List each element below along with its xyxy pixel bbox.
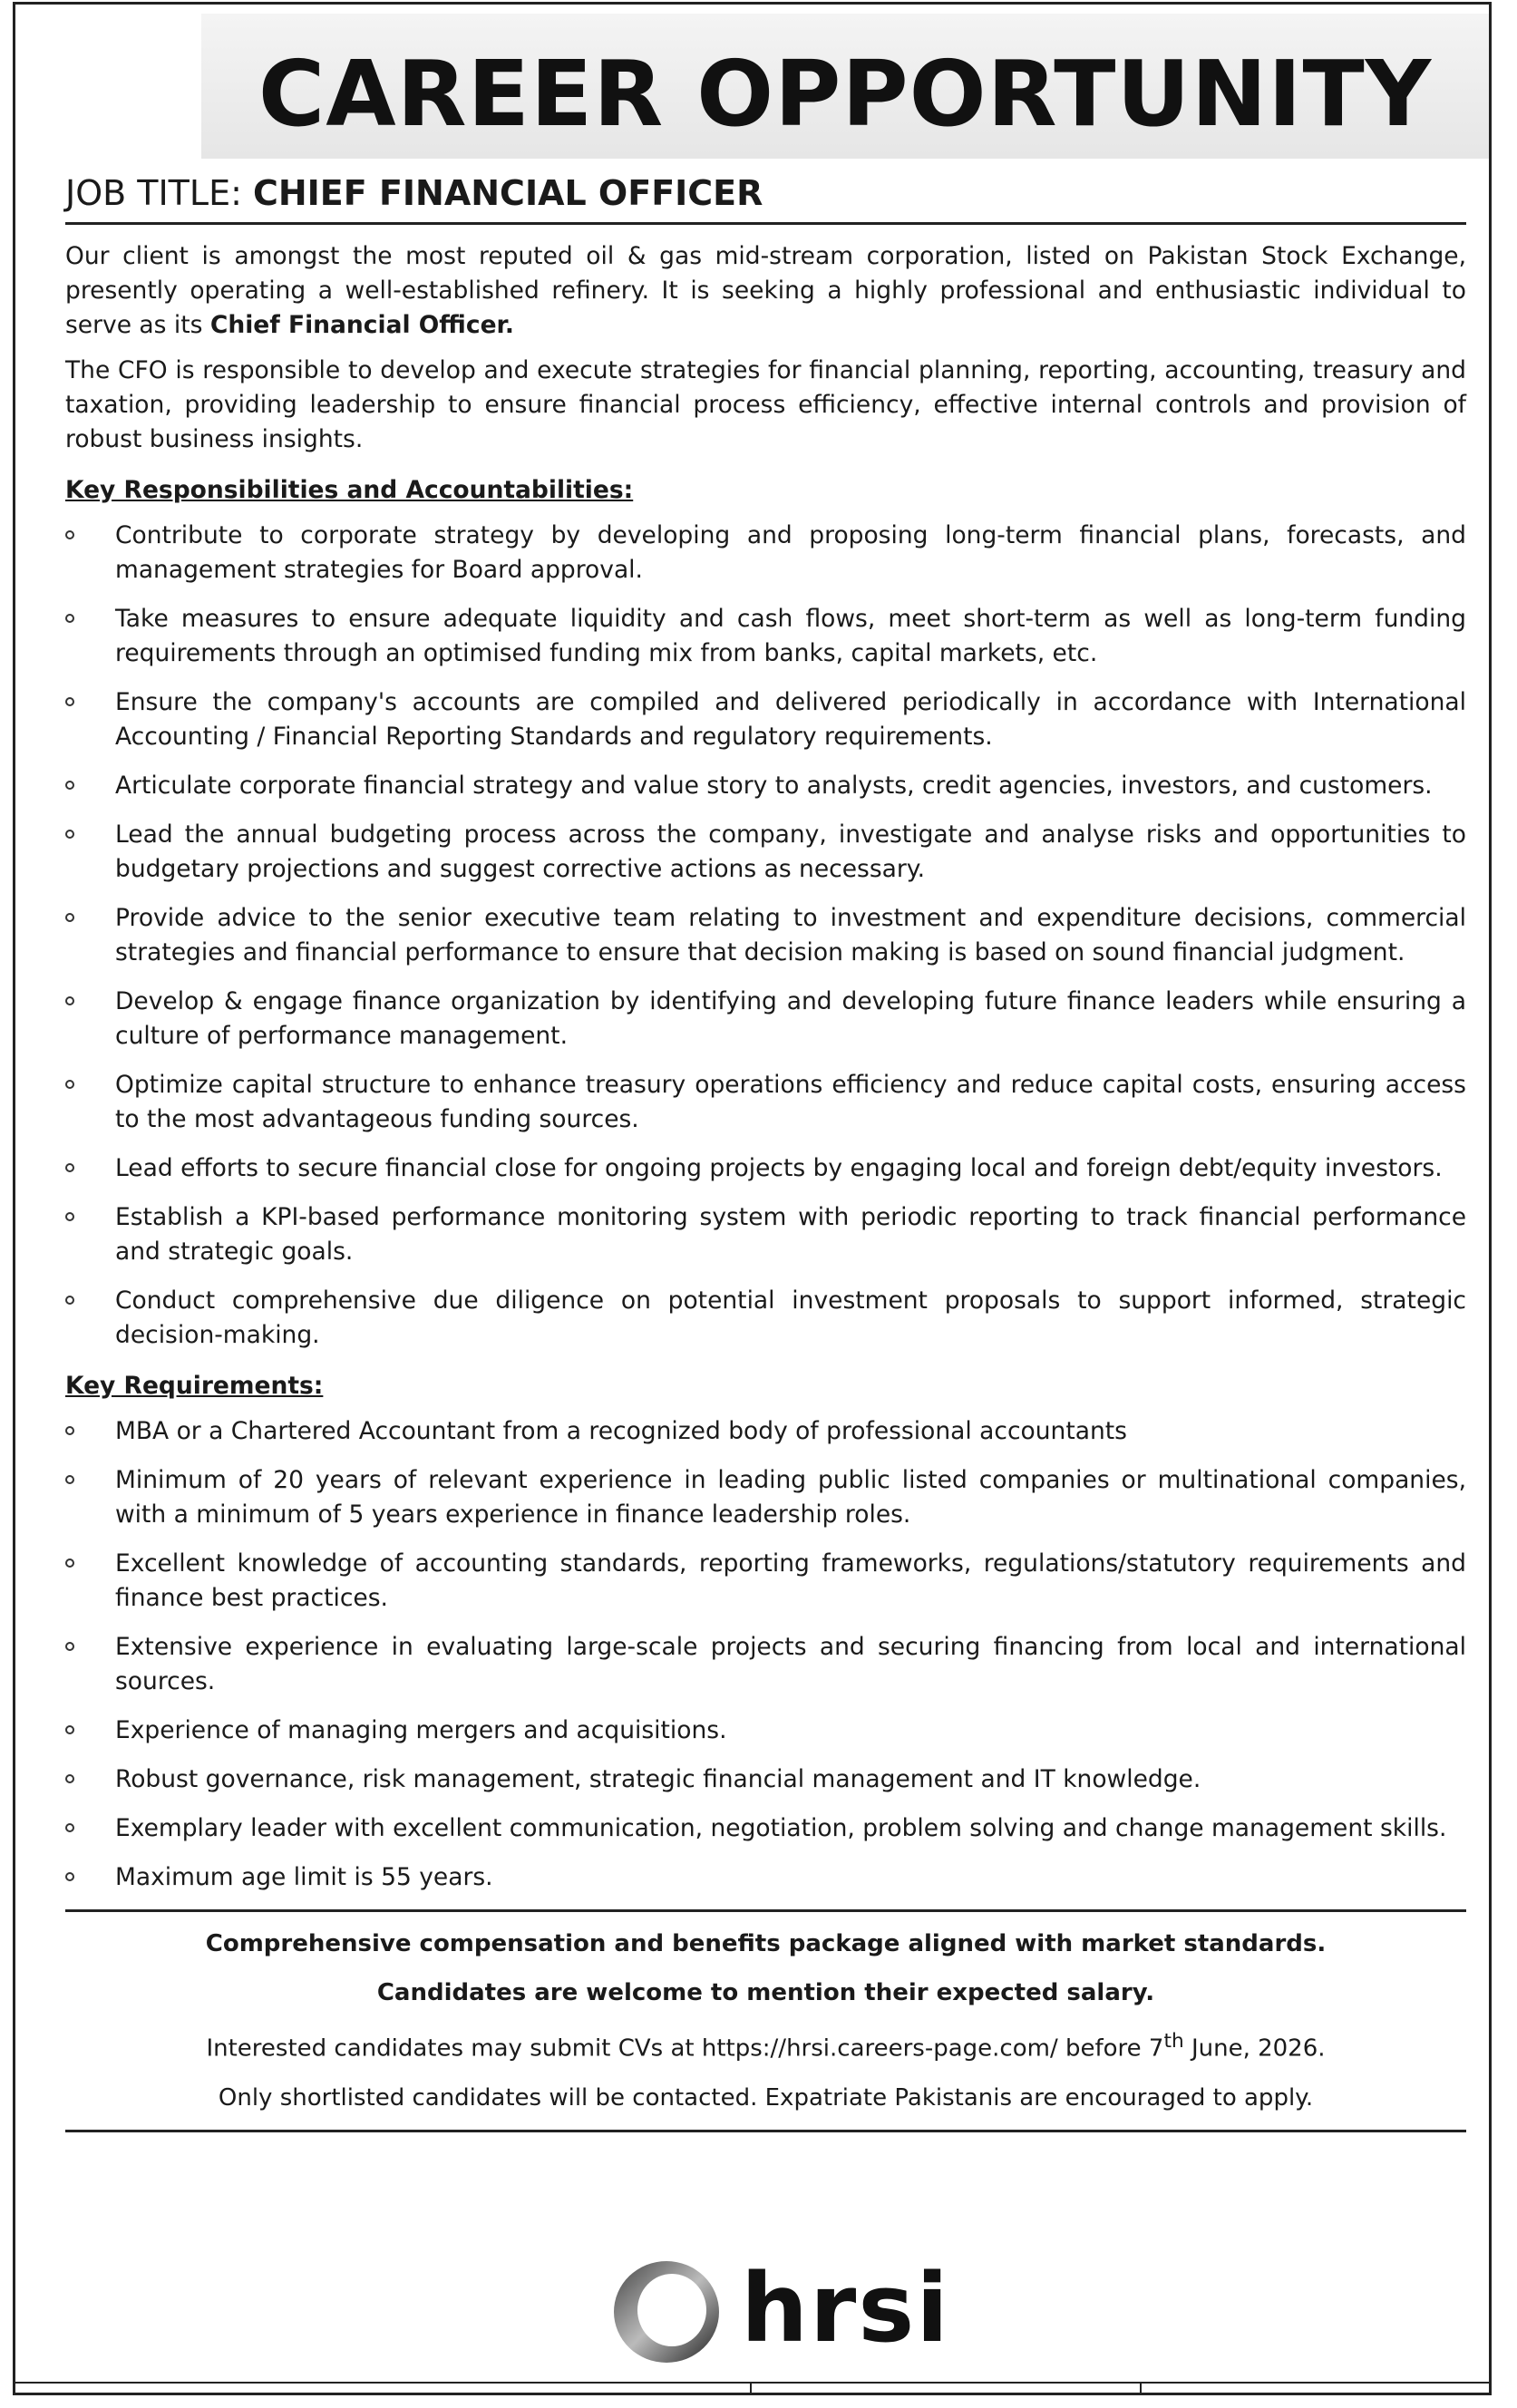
list-item-text: Robust governance, risk management, strategic financial management and IT knowledge. (115, 1765, 1201, 1793)
circle-bullet-icon (65, 614, 74, 623)
circle-bullet-icon (65, 697, 74, 706)
list-item-text: Take measures to ensure adequate liquidity and cash flows, meet short-term as well as long-term funding requirements through an optimised funding mix from banks, capital markets, etc. (115, 605, 1466, 667)
hrsi-logo (605, 2253, 949, 2371)
circle-bullet-icon (65, 530, 74, 539)
list-item (65, 985, 1466, 1054)
logo-text: hrsi (741, 2253, 950, 2364)
apply-deadline: June, 2026. (1183, 2034, 1326, 2063)
intro-paragraph-1 (65, 239, 1466, 343)
divider (65, 1909, 1466, 1912)
list-item (65, 1714, 1466, 1748)
list-item (65, 1463, 1466, 1532)
circle-bullet-icon (65, 1212, 74, 1221)
main-content (65, 173, 1466, 2147)
circle-bullet-icon (65, 1725, 74, 1734)
list-item-text: Minimum of 20 years of relevant experience in leading public listed companies or multinational companies, with a minimum of 5 years experience in finance leadership roles. (115, 1466, 1466, 1529)
circle-bullet-icon (65, 1558, 74, 1568)
circle-bullet-icon (65, 1774, 74, 1783)
circle-bullet-icon (65, 996, 74, 1005)
list-item (65, 602, 1466, 671)
list-item-text: Contribute to corporate strategy by developing and proposing long-term financial plans, forecasts, and management strategies for Board approval. (115, 521, 1466, 584)
list-item-text: Conduct comprehensive due diligence on potential investment proposals to support informed, strategic decision-making. (115, 1287, 1466, 1349)
intro-paragraph-2: The CFO is responsible to develop and execute strategies for financial planning, reporting, accounting, treasury and taxation, providing leadership to ensure financial process efficiency, effective internal controls and provision of robust business insights. (65, 356, 1466, 453)
circle-bullet-icon (65, 1475, 74, 1484)
list-item-text: Optimize capital structure to enhance treasury operations efficiency and reduce capital costs, ensuring access to the most advantageous funding sources. (115, 1071, 1466, 1133)
list-item-text: Establish a KPI-based performance monitoring system with periodic reporting to track financial performance and strategic goals. (115, 1203, 1466, 1266)
list-item-text: MBA or a Chartered Accountant from a recognized body of professional accountants (115, 1417, 1127, 1445)
list-item-text: Experience of managing mergers and acquisitions. (115, 1716, 727, 1744)
compensation-note: Comprehensive compensation and benefits package aligned with market standards. (205, 1930, 1327, 1957)
list-item (65, 1068, 1466, 1137)
circle-bullet-icon (65, 1426, 74, 1435)
intro-paragraph-1-role: Chief Financial Officer. (209, 311, 514, 339)
circle-bullet-icon (65, 781, 74, 790)
responsibilities-heading: Key Responsibilities and Accountabilities: (65, 476, 634, 504)
title-band (201, 14, 1489, 159)
list-item (65, 1547, 1466, 1616)
list-item-text: Provide advice to the senior executive team relating to investment and expenditure decisions, commercial strategies and financial performance to ensure that decision making is based on sound financial judgment. (115, 904, 1466, 966)
bottom-strip (15, 2382, 1489, 2393)
job-title-line (65, 173, 1466, 225)
list-item-text: Exemplary leader with excellent communication, negotiation, problem solving and change management skills. (115, 1814, 1447, 1842)
salary-note: Candidates are welcome to mention their expected salary. (376, 1979, 1155, 2006)
list-item (65, 1200, 1466, 1269)
circle-bullet-icon (65, 913, 74, 922)
list-item-text: Lead efforts to secure financial close for ongoing projects by engaging local and foreign debt/equity investors. (115, 1154, 1443, 1182)
date-superscript: th (1163, 2030, 1184, 2053)
requirements-list (65, 1414, 1466, 1895)
page-border (13, 2, 1492, 2395)
circle-bullet-icon (65, 1080, 74, 1089)
strip-divider (750, 2382, 752, 2393)
list-item-text: Lead the annual budgeting process across the company, investigate and analyse risks and opportunities to budgetary projections and suggest corrective actions as necessary. (115, 820, 1466, 883)
circle-bullet-icon (65, 1823, 74, 1832)
responsibilities-list (65, 519, 1466, 1353)
list-item (65, 685, 1466, 754)
strip-divider (1140, 2382, 1142, 2393)
job-title-value: CHIEF FINANCIAL OFFICER (252, 173, 763, 213)
ring-logo-icon (605, 2253, 732, 2371)
list-item (65, 1860, 1466, 1895)
circle-bullet-icon (65, 830, 74, 839)
list-item (65, 1811, 1466, 1846)
list-item (65, 1630, 1466, 1699)
list-item-text: Excellent knowledge of accounting standards, reporting frameworks, regulations/statutory requirements and finance best practices. (115, 1549, 1466, 1612)
list-item (65, 901, 1466, 970)
shortlist-note: Only shortlisted candidates will be contacted. Expatriate Pakistanis are encouraged to apply. (218, 2083, 1314, 2112)
list-item (65, 1762, 1466, 1797)
job-title-label: JOB TITLE: (65, 173, 253, 213)
list-item (65, 1284, 1466, 1353)
list-item (65, 1414, 1466, 1449)
list-item (65, 519, 1466, 587)
list-item-text: Develop & engage finance organization by identifying and developing future finance leaders while ensuring a culture of performance management. (115, 987, 1466, 1050)
circle-bullet-icon (65, 1163, 74, 1172)
list-item-text: Ensure the company's accounts are compiled and delivered periodically in accordance with International Accounting / Financial Reporting Standards and regulatory requirements. (115, 688, 1466, 751)
page-title: CAREER OPPORTUNITY (258, 41, 1433, 147)
list-item-text: Articulate corporate financial strategy and value story to analysts, credit agencies, investors, and customers. (115, 772, 1433, 800)
circle-bullet-icon (65, 1642, 74, 1651)
list-item (65, 769, 1466, 803)
intro-paragraph-1-text: Our client is amongst the most reputed oil & gas mid-stream corporation, listed on Pakistan Stock Exchange, presently operating a well-established refinery. It is seeking a highly professional and enthusiastic individual to serve as its (65, 242, 1466, 339)
apply-instructions (65, 2024, 1466, 2066)
list-item (65, 818, 1466, 887)
divider (65, 2130, 1466, 2132)
list-item-text: Maximum age limit is 55 years. (115, 1863, 493, 1891)
circle-bullet-icon (65, 1296, 74, 1305)
list-item-text: Extensive experience in evaluating large-scale projects and securing financing from local and international sources. (115, 1633, 1466, 1695)
circle-bullet-icon (65, 1872, 74, 1881)
requirements-heading: Key Requirements: (65, 1372, 324, 1400)
list-item (65, 1151, 1466, 1186)
apply-text: Interested candidates may submit CVs at https://hrsi.careers-page.com/ before 7 (206, 2034, 1164, 2063)
